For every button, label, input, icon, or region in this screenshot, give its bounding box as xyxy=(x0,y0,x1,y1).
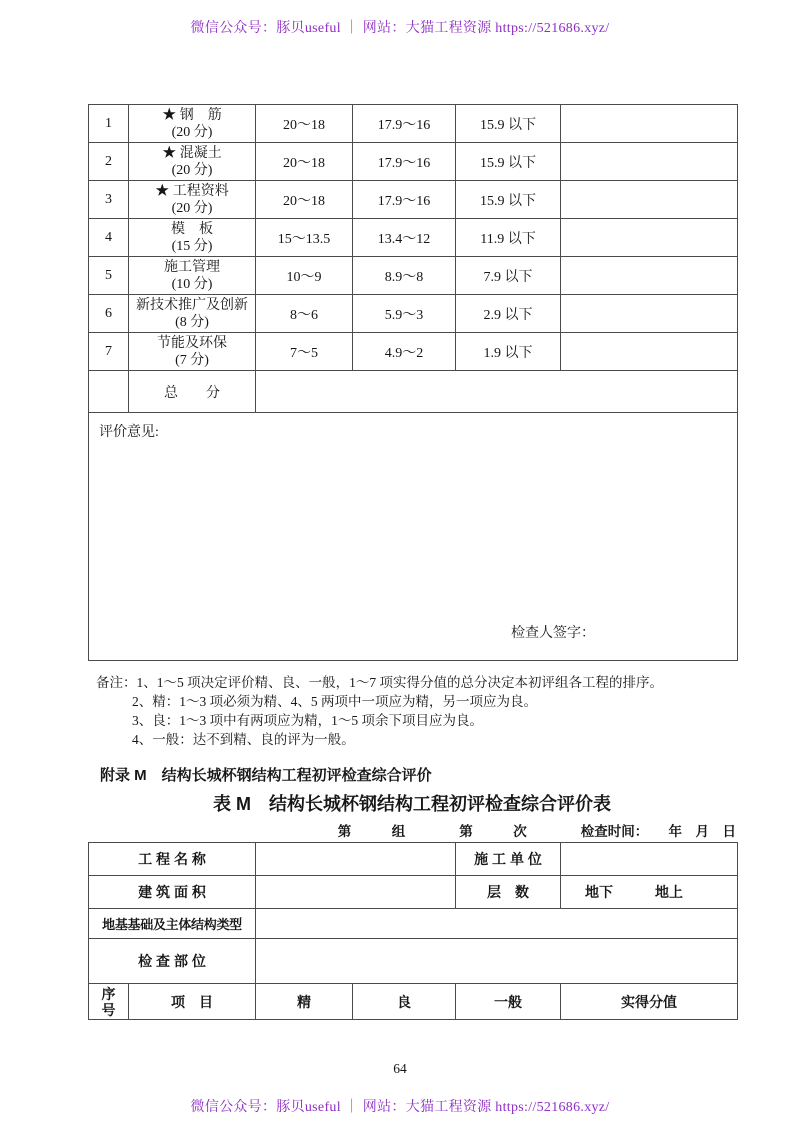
good-range-cell: 13.4～12 xyxy=(353,219,456,257)
item-points: (20 分) xyxy=(171,124,213,140)
inspector-signature-label: 检查人签字： xyxy=(511,626,595,641)
item-name: ★ 工程资料 xyxy=(155,183,229,199)
general-range-cell: 7.9 以下 xyxy=(456,257,561,295)
row-number-cell: 1 xyxy=(89,105,129,143)
score-row xyxy=(89,295,738,333)
meta-line: 第 组 第 次 检查时间： 年 月 日 xyxy=(337,824,736,839)
excellent-range-cell: 7～5 xyxy=(256,333,353,371)
foundation-type-label: 地基基础及主体结构类型 xyxy=(89,909,256,939)
actual-score-cell xyxy=(561,181,738,219)
note-line: 备注：1、1～5 项决定评价精、良、一般，1～7 项实得分值的总分决定本初评组各工程的排序。 xyxy=(96,675,663,690)
total-row xyxy=(89,371,738,413)
item-points: (20 分) xyxy=(171,200,213,216)
inspection-part-row xyxy=(89,939,738,984)
excellent-range-cell: 20～18 xyxy=(256,143,353,181)
excellent-range-cell: 20～18 xyxy=(256,181,353,219)
header-good: 良 xyxy=(353,984,456,1020)
total-value-cell xyxy=(256,371,738,413)
item-points: (7 分) xyxy=(175,352,209,368)
construction-unit-label: 施 工 单 位 xyxy=(456,843,561,876)
good-range-cell: 5.9～3 xyxy=(353,295,456,333)
foundation-type-value-cell xyxy=(256,909,738,939)
inspection-part-value-cell xyxy=(256,939,738,984)
opinion-row xyxy=(89,413,738,661)
note-line: 2、精：1～3 项必须为精、4、5 两项中一项应为精，另一项应为良。 xyxy=(132,694,537,709)
item-points: (8 分) xyxy=(175,314,209,330)
actual-score-cell xyxy=(561,219,738,257)
header-excellent: 精 xyxy=(256,984,353,1020)
item-name: ★ 混凝土 xyxy=(162,145,222,161)
note-line: 3、良：1～3 项中有两项应为精，1～5 项余下项目应为良。 xyxy=(132,713,483,728)
item-cell xyxy=(129,181,256,219)
item-name: 模 板 xyxy=(171,221,213,237)
score-row xyxy=(89,105,738,143)
item-cell xyxy=(129,143,256,181)
row-number-cell: 6 xyxy=(89,295,129,333)
row-number-cell: 3 xyxy=(89,181,129,219)
excellent-range-cell: 15～13.5 xyxy=(256,219,353,257)
row-number-cell: 4 xyxy=(89,219,129,257)
foundation-type-row xyxy=(89,909,738,939)
general-range-cell: 15.9 以下 xyxy=(456,181,561,219)
general-range-cell: 11.9 以下 xyxy=(456,219,561,257)
item-points: (15 分) xyxy=(171,238,213,254)
footer-watermark: 微信公众号：豚贝useful ｜ 网站：大猫工程资源 https://521686.xyz/ xyxy=(190,1100,610,1115)
item-cell xyxy=(129,219,256,257)
project-name-value-cell xyxy=(256,843,456,876)
actual-score-cell xyxy=(561,295,738,333)
score-row xyxy=(89,143,738,181)
good-range-cell: 4.9～2 xyxy=(353,333,456,371)
item-name: 施工管理 xyxy=(164,259,220,275)
header-general: 一般 xyxy=(456,984,561,1020)
opinion-label: 评价意见: xyxy=(99,425,159,440)
general-range-cell: 1.9 以下 xyxy=(456,333,561,371)
actual-score-cell xyxy=(561,333,738,371)
appendix-heading: 附录 M 结构长城杯钢结构工程初评检查综合评价 xyxy=(100,767,432,784)
floors-label: 层 数 xyxy=(456,876,561,909)
header-actual-score: 实得分值 xyxy=(561,984,738,1020)
construction-unit-value-cell xyxy=(561,843,738,876)
general-range-cell: 15.9 以下 xyxy=(456,105,561,143)
floors-value-cell: 地下 地上 xyxy=(561,876,738,909)
row-number-cell: 7 xyxy=(89,333,129,371)
header-watermark: 微信公众号：豚贝useful ｜ 网站：大猫工程资源 https://521686.xyz/ xyxy=(190,21,610,36)
row-number-cell: 2 xyxy=(89,143,129,181)
total-number-cell xyxy=(89,371,129,413)
item-points: (10 分) xyxy=(171,276,213,292)
header-seq-line2: 号 xyxy=(101,1001,116,1018)
excellent-range-cell: 8～6 xyxy=(256,295,353,333)
inspection-part-label: 检 查 部 位 xyxy=(89,939,256,984)
item-name: ★ 钢 筋 xyxy=(162,107,222,123)
table-title: 表 M 结构长城杯钢结构工程初评检查综合评价表 xyxy=(213,794,611,814)
project-name-row xyxy=(89,843,738,876)
item-cell xyxy=(129,257,256,295)
score-row xyxy=(89,257,738,295)
item-cell xyxy=(129,105,256,143)
good-range-cell: 17.9～16 xyxy=(353,181,456,219)
note-line: 4、一般：达不到精、良的评为一般。 xyxy=(132,732,355,747)
excellent-range-cell: 10～9 xyxy=(256,257,353,295)
building-area-value-cell xyxy=(256,876,456,909)
item-cell xyxy=(129,295,256,333)
project-name-label: 工 程 名 称 xyxy=(89,843,256,876)
header-item: 项 目 xyxy=(129,984,256,1020)
score-row xyxy=(89,219,738,257)
info-table xyxy=(88,842,738,1020)
opinion-cell xyxy=(89,413,738,661)
page-number: 64 xyxy=(393,1061,407,1076)
excellent-range-cell: 20～18 xyxy=(256,105,353,143)
score-row xyxy=(89,181,738,219)
building-area-label: 建 筑 面 积 xyxy=(89,876,256,909)
building-area-row xyxy=(89,876,738,909)
header-seq-line1: 序 xyxy=(101,985,116,1002)
general-range-cell: 2.9 以下 xyxy=(456,295,561,333)
actual-score-cell xyxy=(561,105,738,143)
item-name: 节能及环保 xyxy=(157,335,227,351)
score-row xyxy=(89,333,738,371)
general-range-cell: 15.9 以下 xyxy=(456,143,561,181)
good-range-cell: 8.9～8 xyxy=(353,257,456,295)
item-points: (20 分) xyxy=(171,162,213,178)
good-range-cell: 17.9～16 xyxy=(353,143,456,181)
total-label: 总 分 xyxy=(129,371,256,413)
actual-score-cell xyxy=(561,143,738,181)
score-table xyxy=(88,104,738,661)
actual-score-cell xyxy=(561,257,738,295)
notes-block xyxy=(96,673,800,749)
row-number-cell: 5 xyxy=(89,257,129,295)
score-header-row xyxy=(89,984,738,1020)
item-name: 新技术推广及创新 xyxy=(136,297,248,313)
header-seq-no xyxy=(89,984,129,1020)
item-cell xyxy=(129,333,256,371)
good-range-cell: 17.9～16 xyxy=(353,105,456,143)
